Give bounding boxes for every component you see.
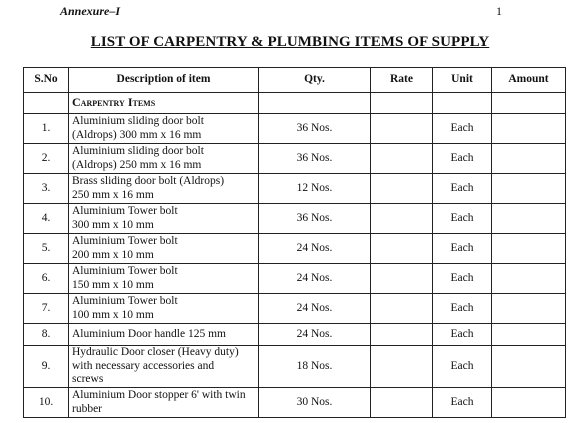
sno-cell: 3. <box>24 174 69 204</box>
section-label: Carpentry Items <box>72 94 156 109</box>
description-line: Brass sliding door bolt (Aldrops) <box>72 175 225 187</box>
document-title: LIST OF CARPENTRY & PLUMBING ITEMS OF SUPPLY <box>90 34 490 50</box>
sno-cell: 8. <box>24 324 69 346</box>
description-cell <box>69 204 259 234</box>
rate-cell <box>371 204 433 234</box>
description-line: Aluminium Tower bolt <box>72 265 178 277</box>
sno-cell: 2. <box>24 144 69 174</box>
amount-cell <box>492 324 566 346</box>
column-header-description: Description of item <box>69 68 259 93</box>
qty-cell: 24 Nos. <box>259 294 371 324</box>
table-row <box>24 204 566 234</box>
table-row <box>24 264 566 294</box>
description-line: 300 mm x 10 mm <box>72 218 154 231</box>
sno-cell: 4. <box>24 204 69 234</box>
unit-cell: Each <box>433 264 492 294</box>
description-cell <box>69 174 259 204</box>
rate-cell <box>371 346 433 388</box>
description-cell <box>69 294 259 324</box>
description-line: with necessary accessories and <box>72 359 215 372</box>
table-header-row <box>24 68 566 93</box>
description-cell <box>69 114 259 144</box>
rate-cell <box>371 234 433 264</box>
description-line: (Aldrops) 300 mm x 16 mm <box>72 128 202 141</box>
rate-cell <box>371 174 433 204</box>
table-row <box>24 114 566 144</box>
column-header-amount: Amount <box>492 68 566 93</box>
table-row <box>24 346 566 388</box>
table-row <box>24 234 566 264</box>
description-line: Aluminium Tower bolt <box>72 235 178 247</box>
description-cell <box>69 234 259 264</box>
qty-cell: 24 Nos. <box>259 264 371 294</box>
qty-cell: 36 Nos. <box>259 114 371 144</box>
description-line: Aluminium Door handle 125 mm <box>72 327 226 340</box>
description-line: Aluminium sliding door bolt <box>72 115 204 127</box>
column-header-sno: S.No <box>24 68 69 93</box>
unit-cell: Each <box>433 346 492 388</box>
qty-cell: 24 Nos. <box>259 234 371 264</box>
description-line: Aluminium Tower bolt <box>72 205 178 217</box>
qty-cell: 24 Nos. <box>259 324 371 346</box>
table-row <box>24 388 566 418</box>
sno-cell: 6. <box>24 264 69 294</box>
column-header-qty: Qty. <box>259 68 371 93</box>
unit-cell: Each <box>433 114 492 144</box>
rate-cell <box>371 144 433 174</box>
description-cell <box>69 144 259 174</box>
sno-cell: 7. <box>24 294 69 324</box>
description-line: rubber <box>72 402 103 415</box>
section-rate-cell <box>371 93 433 114</box>
unit-cell: Each <box>433 234 492 264</box>
column-header-rate: Rate <box>371 68 433 93</box>
amount-cell <box>492 264 566 294</box>
rate-cell <box>371 294 433 324</box>
unit-cell: Each <box>433 388 492 418</box>
description-cell <box>69 388 259 418</box>
rate-cell <box>371 114 433 144</box>
table-row <box>24 324 566 346</box>
sno-cell: 5. <box>24 234 69 264</box>
description-cell <box>69 324 259 346</box>
description-line: Hydraulic Door closer (Heavy duty) <box>72 346 239 359</box>
qty-cell: 30 Nos. <box>259 388 371 418</box>
amount-cell <box>492 346 566 388</box>
description-line: 100 mm x 10 mm <box>72 308 154 321</box>
description-line: 250 mm x 16 mm <box>72 188 154 201</box>
unit-cell: Each <box>433 144 492 174</box>
amount-cell <box>492 114 566 144</box>
rate-cell <box>371 324 433 346</box>
section-sno-cell <box>24 93 69 114</box>
description-line: screws <box>72 373 104 386</box>
description-line: Aluminium Tower bolt <box>72 295 178 307</box>
description-line: (Aldrops) 250 mm x 16 mm <box>72 158 202 171</box>
rate-cell <box>371 388 433 418</box>
section-label-cell <box>69 93 259 114</box>
qty-cell: 12 Nos. <box>259 174 371 204</box>
amount-cell <box>492 174 566 204</box>
amount-cell <box>492 294 566 324</box>
qty-cell: 36 Nos. <box>259 144 371 174</box>
unit-cell: Each <box>433 324 492 346</box>
section-amount-cell <box>492 93 566 114</box>
table-row <box>24 174 566 204</box>
table-body <box>24 93 566 418</box>
amount-cell <box>492 144 566 174</box>
sno-cell: 9. <box>24 346 69 388</box>
table-row <box>24 144 566 174</box>
sno-cell: 10. <box>24 388 69 418</box>
description-cell <box>69 264 259 294</box>
section-row <box>24 93 566 114</box>
unit-cell: Each <box>433 174 492 204</box>
section-qty-cell <box>259 93 371 114</box>
sno-cell: 1. <box>24 114 69 144</box>
table-row <box>24 294 566 324</box>
description-cell <box>69 346 259 388</box>
column-header-unit: Unit <box>433 68 492 93</box>
unit-cell: Each <box>433 294 492 324</box>
description-line: 150 mm x 10 mm <box>72 278 154 291</box>
amount-cell <box>492 204 566 234</box>
qty-cell: 36 Nos. <box>259 204 371 234</box>
page-number: 1 <box>496 4 502 18</box>
unit-cell: Each <box>433 204 492 234</box>
section-unit-cell <box>433 93 492 114</box>
rate-cell <box>371 264 433 294</box>
description-line: 200 mm x 10 mm <box>72 248 154 261</box>
annexure-label: Annexure–I <box>60 4 121 18</box>
description-line: Aluminium sliding door bolt <box>72 145 204 157</box>
description-line: Aluminium Door stopper 6' with twin <box>72 389 246 401</box>
items-table <box>23 67 566 418</box>
amount-cell <box>492 388 566 418</box>
qty-cell: 18 Nos. <box>259 346 371 388</box>
amount-cell <box>492 234 566 264</box>
